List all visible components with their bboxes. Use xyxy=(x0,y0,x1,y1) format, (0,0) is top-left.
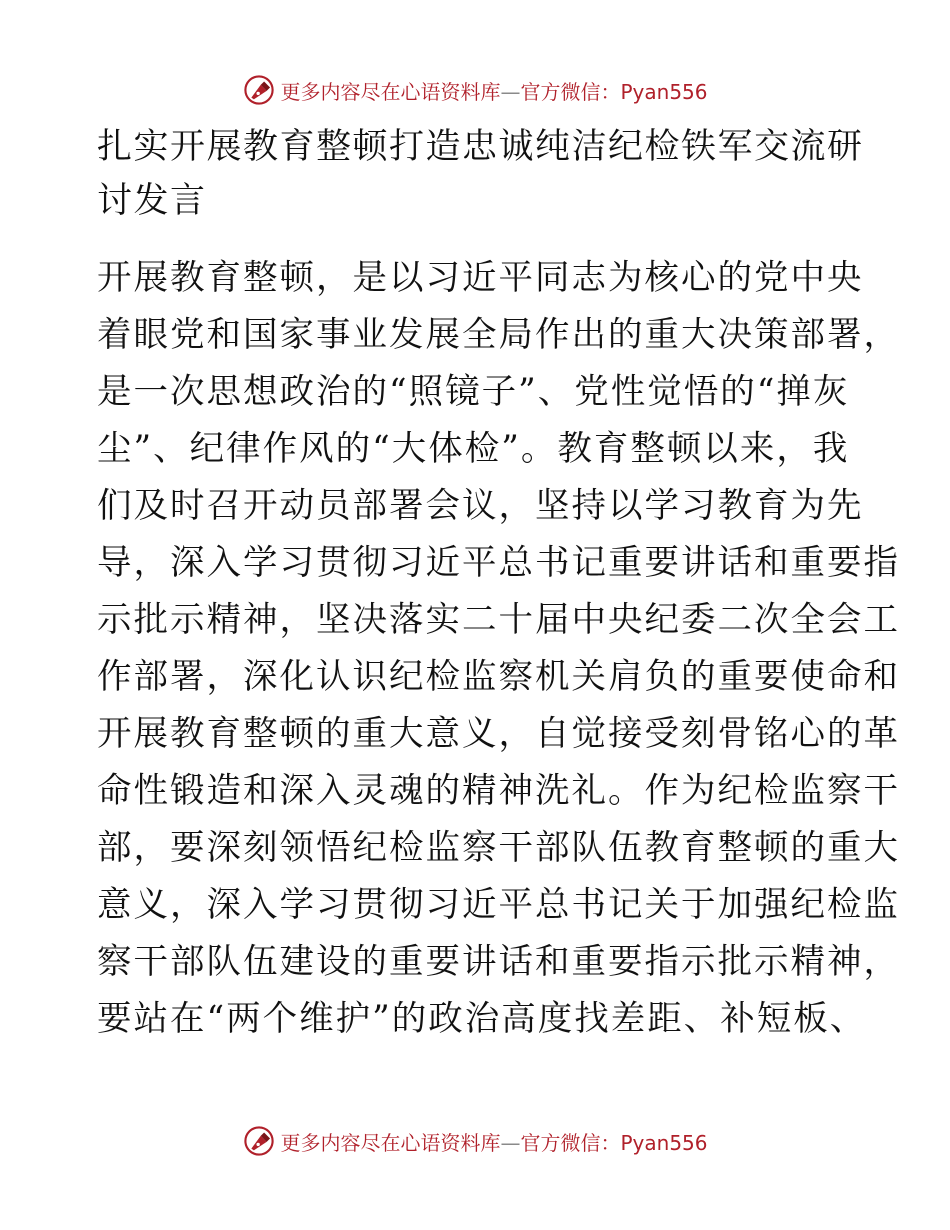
document-paragraph xyxy=(97,250,900,1048)
header-banner xyxy=(0,70,950,110)
paragraph-line: 意义，深入学习贯彻习近平总书记关于加强纪检监 xyxy=(97,885,900,925)
paragraph-line: 作部署，深化认识纪检监察机关肩负的重要使命和 xyxy=(97,657,900,697)
paragraph-line: 尘”、纪律作风的“大体检”。教育整顿以来，我 xyxy=(97,429,850,469)
document-title xyxy=(97,120,864,228)
header-banner-wechat-id: Pyan556 xyxy=(620,79,708,104)
footer-banner-separator: — xyxy=(500,1130,521,1155)
pen-nib-logo-icon xyxy=(242,1124,276,1158)
header-banner-text xyxy=(280,76,707,105)
paragraph-line: 导，深入学习贯彻习近平总书记重要讲话和重要指 xyxy=(97,543,900,583)
header-banner-main: 更多内容尽在心语资料库 xyxy=(280,79,501,104)
header-banner-separator: — xyxy=(500,79,521,104)
paragraph-line: 察干部队伍建设的重要讲话和重要指示批示精神， xyxy=(97,942,900,982)
footer-banner-wechat-label: 官方微信： xyxy=(520,1130,621,1155)
pen-nib-logo-icon xyxy=(242,73,276,107)
header-banner-wechat-label: 官方微信： xyxy=(520,79,621,104)
paragraph-line: 命性锻造和深入灵魂的精神洗礼。作为纪检监察干 xyxy=(97,771,900,811)
paragraph-line: 部，要深刻领悟纪检监察干部队伍教育整顿的重大 xyxy=(97,828,900,868)
paragraph-line: 们及时召开动员部署会议，坚持以学习教育为先 xyxy=(97,486,864,526)
title-line: 扎实开展教育整顿打造忠诚纯洁纪检铁军交流研 xyxy=(97,127,864,167)
paragraph-line: 开展教育整顿的重大意义，自觉接受刻骨铭心的革 xyxy=(97,714,900,754)
footer-banner-wechat-id: Pyan556 xyxy=(620,1130,708,1155)
title-line: 讨发言 xyxy=(97,181,207,221)
footer-banner xyxy=(0,1121,950,1161)
paragraph-line: 要站在“两个维护”的政治高度找差距、补短板、 xyxy=(97,999,867,1039)
paragraph-line: 着眼党和国家事业发展全局作出的重大决策部署， xyxy=(97,315,900,355)
paragraph-line: 开展教育整顿，是以习近平同志为核心的党中央 xyxy=(97,258,864,298)
footer-banner-main: 更多内容尽在心语资料库 xyxy=(280,1130,501,1155)
paragraph-line: 示批示精神，坚决落实二十届中央纪委二次全会工 xyxy=(97,600,900,640)
footer-banner-text xyxy=(280,1127,707,1156)
paragraph-line: 是一次思想政治的“照镜子”、党性觉悟的“掸灰 xyxy=(97,372,850,412)
